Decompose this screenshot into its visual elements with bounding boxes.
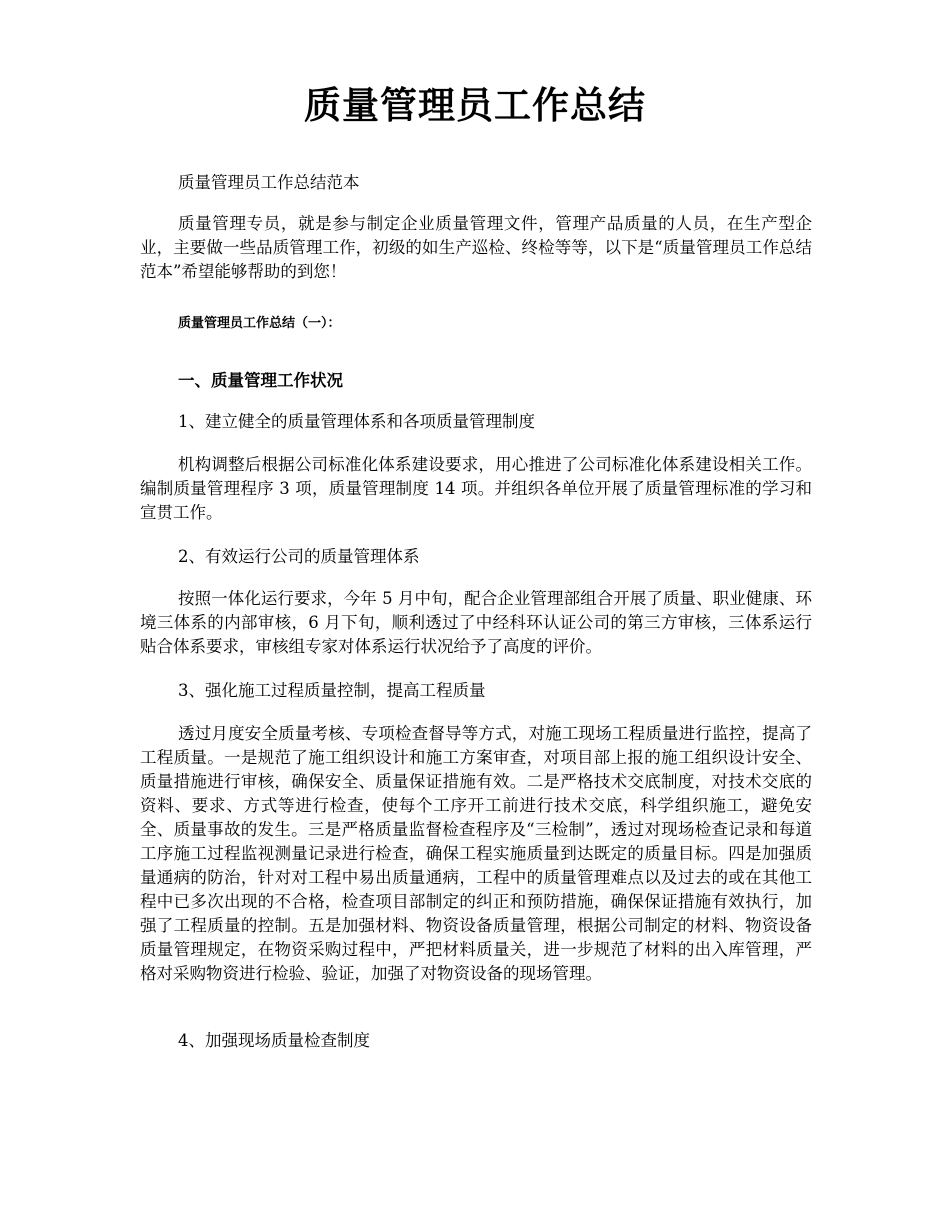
intro-paragraph: 质量管理专员，就是参与制定企业质量管理文件，管理产品质量的人员，在生产型企业，主要做一些品质管理工作，初级的如生产巡检、终检等等，以下是“质量管理员工作总结范本”希望能够帮助的到您！ (140, 214, 812, 281)
item-3-heading: 3、强化施工过程质量控制，提高工程质量 (178, 681, 486, 700)
section-heading: 一、质量管理工作状况 (178, 371, 343, 390)
item-2-heading: 2、有效运行公司的质量管理体系 (178, 547, 420, 566)
document-subtitle: 质量管理员工作总结范本 (178, 173, 360, 192)
item-4-heading: 4、加强现场质量检查制度 (178, 1031, 370, 1050)
part-heading: 质量管理员工作总结（一）： (178, 316, 341, 331)
item-1-heading: 1、建立健全的质量管理体系和各项质量管理制度 (178, 412, 535, 431)
item-3-body: 透过月度安全质量考核、专项检查督导等方式，对施工现场工程质量进行监控，提高了工程质量。一是规范了施工组织设计和施工方案审查，对项目部上报的施工组织设计安全、质量措施进行审核，确保安全、质量保证措施有效。二是严格技术交底制度，对技术交底的资料、要求、方式等进行检查，使每个工序开工前进行技术交底，科学组织施工，避免安全、质量事故的发生。三是严格质量监督检查程序及“三检制”，透过对现场检查记录和每道工序施工过程监视测量记录进行检查，确保工程实施质量到达既定的质量目标。四是加强质量通病的防治，针对对工程中易出质量通病，工程中的质量管理难点以及过去的或在其他工程中已多次出现的不合格，检查项目部制定的纠正和预防措施，确保保证措施有效执行，加强了工程质量的控制。五是加强材料、物资设备质量管理，根据公司制定的材料、物资设备质量管理规定，在物资采购过程中，严把材料质量关，进一步规范了材料的出入库管理，严格对采购物资进行检验、验证，加强了对物资设备的现场管理。 (140, 724, 812, 983)
item-2-body: 按照一体化运行要求，今年 5 月中旬，配合企业管理部组合开展了质量、职业健康、环境三体系的内部审核，6 月下旬，顺利透过了中经科环认证公司的第三方审核，三体系运行贴合体系要求，审核组专家对体系运行状况给予了高度的评价。 (140, 589, 812, 656)
item-1-body: 机构调整后根据公司标准化体系建设要求，用心推进了公司标准化体系建设相关工作。编制质量管理程序 3 项，质量管理制度 14 项。并组织各单位开展了质量管理标准的学习和宣贯工作。 (140, 455, 812, 522)
document-title: 质量管理员工作总结 (304, 83, 646, 127)
